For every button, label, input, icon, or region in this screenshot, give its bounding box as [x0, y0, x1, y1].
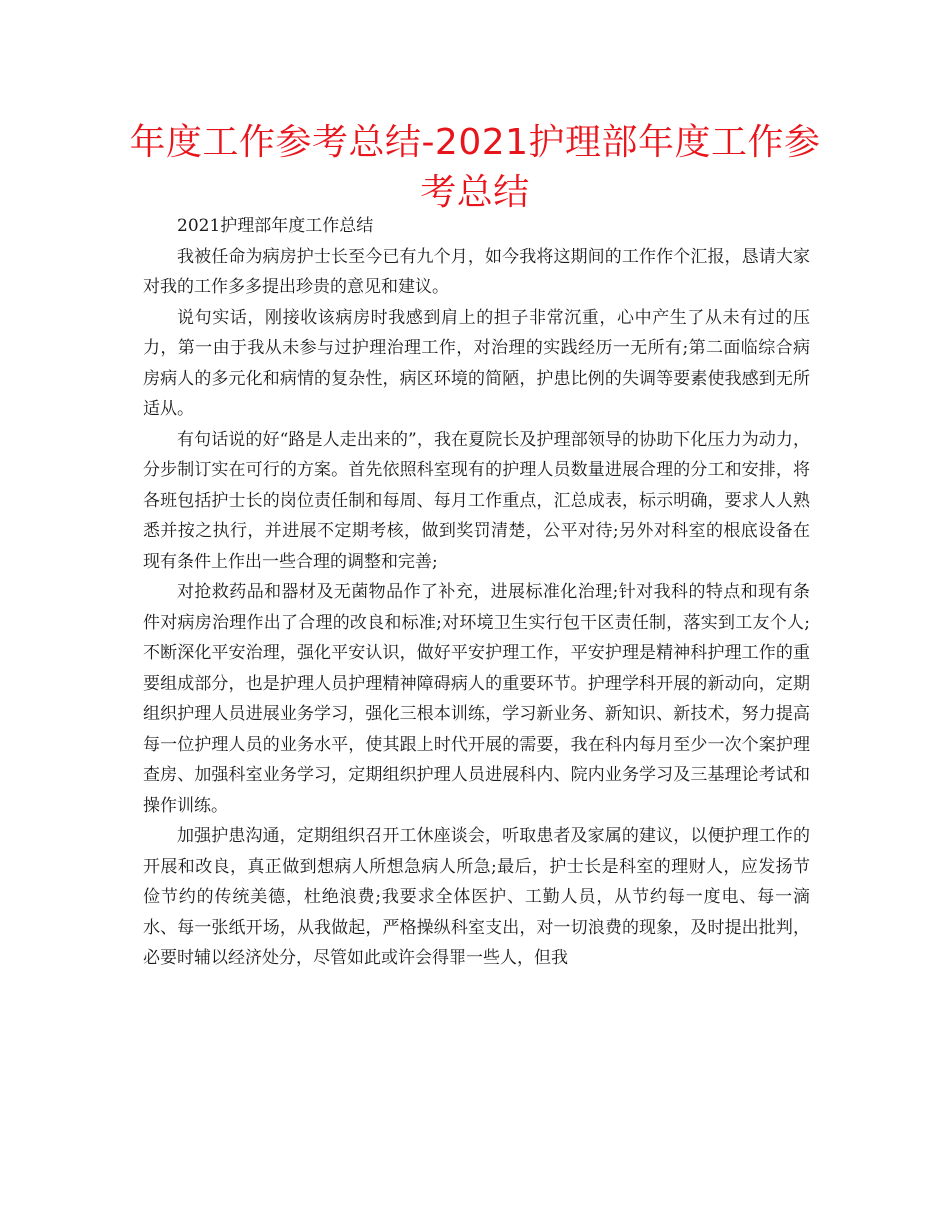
subtitle-paragraph: 2021护理部年度工作总结 [177, 216, 374, 236]
document-title: 年度工作参考总结-2021护理部年度工作参考总结 [129, 122, 821, 213]
paragraph-intro: 我被任命为病房护士长至今已有九个月，如今我将这期间的工作作个汇报，恳请大家对我的工作多多提出珍贵的意见和建议。 [143, 246, 810, 297]
paragraph-pressure: 说句实话，刚接收该病房时我感到肩上的担子非常沉重，心中产生了从未有过的压力，第一由于我从未参与过护理治理工作，对治理的实践经历一无所有;第二面临综合病房病人的多元化和病情的复杂性，病区环境的简陋，护患比例的失调等要素使我感到无所适从。 [143, 307, 810, 419]
paragraph-communication: 加强护患沟通，定期组织召开工休座谈会，听取患者及家属的建议，以便护理工作的开展和改良，真正做到想病人所想急病人所急;最后，护士长是科室的理财人，应发扬节俭节约的传统美德，杜绝浪费;我要求全体医护、工勤人员，从节约每一度电、每一滴水、每一张纸开场，从我做起，严格操纵科室支出，对一切浪费的现象，及时提出批判，必要时辅以经济处分，尽管如此或许会得罪一些人，但我 [143, 826, 810, 968]
paragraph-management: 对抢救药品和器材及无菌物品作了补充，进展标准化治理;针对我科的特点和现有条件对病房治理作出了合理的改良和标准;对环境卫生实行包干区责任制，落实到工友个人;不断深化平安治理，强化平安认识，做好平安护理工作，平安护理是精神科护理工作的重要组成部分，也是护理人员护理精神障碍病人的重要环节。护理学科开展的新动向，定期组织护理人员进展业务学习，强化三根本训练，学习新业务、新知识、新技术，努力提高每一位护理人员的业务水平，使其跟上时代开展的需要，我在科内每月至少一次个案护理查房、加强科室业务学习，定期组织护理人员进展科内、院内业务学习及三基理论考试和操作训练。 [143, 582, 810, 816]
paragraph-plan: 有句话说的好“路是人走出来的”，我在夏院长及护理部领导的协助下化压力为动力，分步制订实在可行的方案。首先依照科室现有的护理人员数量进展合理的分工和安排，将各班包括护士长的岗位责任制和每周、每月工作重点，汇总成表，标示明确，要求人人熟悉并按之执行，并进展不定期考核，做到奖罚清楚，公平对待;另外对科室的根底设备在现有条件上作出一些合理的调整和完善; [143, 429, 810, 572]
document-body [143, 211, 810, 974]
